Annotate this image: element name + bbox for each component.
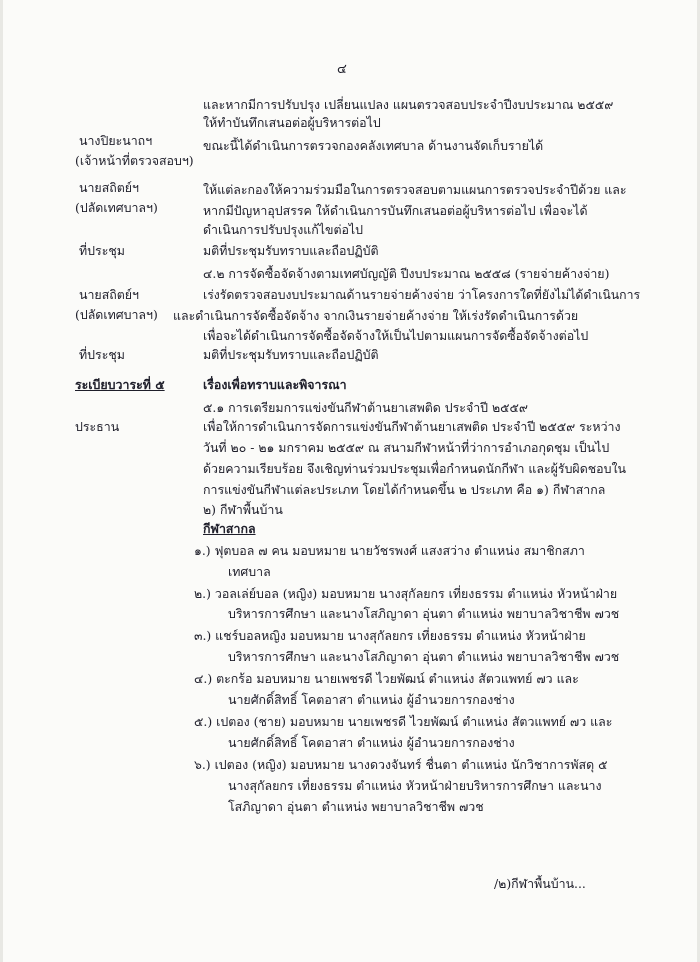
continuation-footer: /๒)กีฬาพื้นบ้าน...	[494, 876, 586, 891]
body-line: ให้ทำบันทึกเสนอต่อผู้บริหารต่อไป	[203, 115, 381, 130]
list-item: ๑.) ฟุตบอล ๗ คน มอบหมาย นายวัชรพงศ์ แสงสว่าง ตำแหน่ง สมาชิกสภา	[194, 543, 585, 558]
speaker-label: ประธาน	[75, 419, 120, 434]
list-item-continuation: โสภิญาดา อุ่นตา ตำแหน่ง พยาบาลวิชาชีพ ๗วช	[228, 799, 484, 814]
list-item-continuation: นางสุกัลยกร เที่ยงธรรม ตำแหน่ง หัวหน้าฝ่ายบริหารการศึกษา และนาง	[228, 778, 602, 793]
body-line: วันที่ ๒๐ - ๒๑ มกราคม ๒๕๕๙ ณ สนามกีฬาหน้าที่ว่าการอำเภอกุดชุม เป็นไป	[203, 440, 610, 455]
speaker-role: (ปลัดเทศบาลฯ)	[75, 307, 158, 322]
list-item: ๕.) เปตอง (ชาย) มอบหมาย นายเพชรดี ไวยพัฒน์ ตำแหน่ง สัตวแพทย์ ๗ว และ	[194, 714, 613, 729]
resolution-line: มติที่ประชุมรับทราบและถือปฏิบัติ	[203, 243, 379, 258]
body-line: การแข่งขันกีฬาแต่ละประเภท โดยได้กำหนดขึ้น ๒ ประเภท คือ ๑) กีฬาสากล	[203, 482, 606, 497]
agenda-item-heading: ระเบียบวาระที่ ๕	[75, 377, 165, 392]
page-edge-left	[0, 0, 3, 962]
body-line: เพื่อให้การดำเนินการจัดการแข่งขันกีฬาต้านยาเสพติด ประจำปี ๒๕๕๙ ระหว่าง	[203, 419, 621, 434]
speaker-label: ที่ประชุม	[79, 347, 125, 362]
speaker-label: ที่ประชุม	[79, 243, 125, 258]
body-line: เพื่อจะได้ดำเนินการจัดซื้อจัดจ้างให้เป็นไปตามแผนการจัดซื้อจัดจ้างต่อไป	[203, 328, 589, 343]
speaker-label: นายสถิตย์ฯ	[79, 180, 140, 195]
speaker-role: (ปลัดเทศบาลฯ)	[75, 200, 158, 215]
section-subtitle: กีฬาสากล	[203, 521, 256, 536]
speaker-label: นายสถิตย์ฯ	[79, 287, 140, 302]
agenda-title: เรื่องเพื่อทราบและพิจารณา	[203, 377, 347, 392]
list-item-continuation: เทศบาล	[228, 564, 271, 579]
resolution-line: มติที่ประชุมรับทราบและถือปฏิบัติ	[203, 347, 379, 362]
list-item: ๔.) ตะกร้อ มอบหมาย นายเพชรดี ไวยพัฒน์ ตำแหน่ง สัตวแพทย์ ๗ว และ	[194, 671, 579, 686]
list-item: ๓.) แชร์บอลหญิง มอบหมาย นางสุกัลยกร เที่ยงธรรม ตำแหน่ง หัวหน้าฝ่าย	[194, 628, 586, 643]
list-item-continuation: บริหารการศึกษา และนางโสภิญาดา อุ่นตา ตำแหน่ง พยาบาลวิชาชีพ ๗วช	[228, 649, 620, 664]
body-line: ดำเนินการปรับปรุงแก้ไขต่อไป	[203, 222, 364, 237]
body-line: ให้แต่ละกองให้ความร่วมมือในการตรวจสอบตามแผนการตรวจประจำปีด้วย และ	[203, 182, 627, 197]
list-item-continuation: นายศักดิ์สิทธิ์ โคตอาสา ตำแหน่ง ผู้อำนวยการกองช่าง	[228, 735, 515, 750]
list-item: ๒.) วอลเล่ย์บอล (หญิง) มอบหมาย นางสุกัลยกร เที่ยงธรรม ตำแหน่ง หัวหน้าฝ่าย	[194, 586, 618, 601]
body-line: ๒) กีฬาพื้นบ้าน	[203, 502, 283, 517]
body-line: และหากมีการปรับปรุง เปลี่ยนแปลง แผนตรวจสอบประจำปีงบประมาณ ๒๕๕๙	[203, 97, 614, 112]
list-item: ๖.) เปตอง (หญิง) มอบหมาย นางดวงจันทร์ ชื่นตา ตำแหน่ง นักวิชาการพัสดุ ๕	[194, 757, 608, 772]
speaker-label: นางปิยะนาถฯ	[79, 133, 153, 148]
list-item-continuation: นายศักดิ์สิทธิ์ โคตอาสา ตำแหน่ง ผู้อำนวยการกองช่าง	[228, 692, 515, 707]
page-number: ๔	[337, 62, 347, 77]
body-line: หากมีปัญหาอุปสรรค ให้ดำเนินการบันทึกเสนอต่อผู้บริหารต่อไป เพื่อจะได้	[203, 203, 588, 218]
subsection-heading: ๔.๒ การจัดซื้อจัดจ้างตามเทศบัญญัติ ปีงบประมาณ ๒๕๕๘ (รายจ่ายค้างจ่าย)	[203, 266, 610, 281]
list-item-continuation: บริหารการศึกษา และนางโสภิญาดา อุ่นตา ตำแหน่ง พยาบาลวิชาชีพ ๗วช	[228, 606, 620, 621]
body-line: ด้วยความเรียบร้อย จึงเชิญท่านร่วมประชุมเพื่อกำหนดนักกีฬา และผู้รับผิดชอบใน	[203, 461, 626, 476]
body-line: และดำเนินการจัดซื้อจัดจ้าง จากเงินรายจ่ายค้างจ่าย ให้เร่งรัดดำเนินการด้วย	[173, 308, 579, 323]
body-line: ขณะนี้ได้ดำเนินการตรวจกองคลังเทศบาล ด้านงานจัดเก็บรายได้	[203, 138, 544, 153]
subsection-heading: ๕.๑ การเตรียมการแข่งขันกีฬาต้านยาเสพติด ประจำปี ๒๕๕๙	[203, 400, 528, 415]
speaker-role: (เจ้าหน้าที่ตรวจสอบฯ)	[75, 153, 194, 168]
body-line: เร่งรัดตรวจสอบงบประมาณด้านรายจ่ายค้างจ่าย ว่าโครงการใดที่ยังไม่ได้ดำเนินการ	[203, 287, 641, 302]
